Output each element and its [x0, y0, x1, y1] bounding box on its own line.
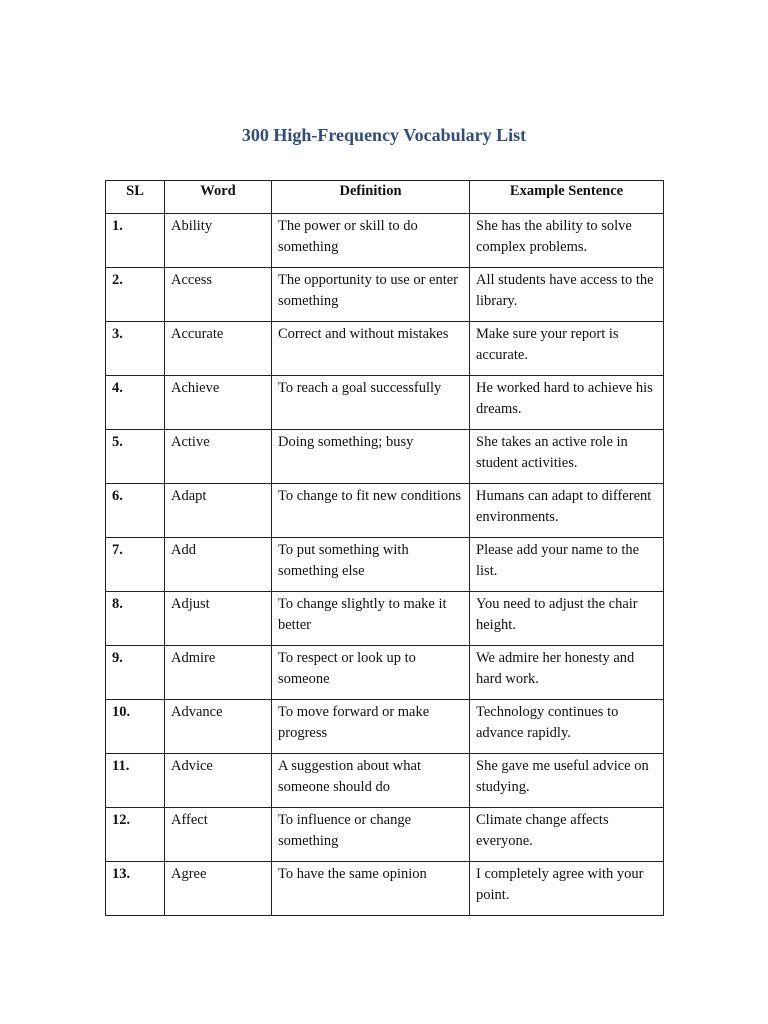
- table-row: [106, 376, 664, 430]
- row-example: We admire her honesty and hard work.: [470, 646, 664, 700]
- row-definition: The power or skill to do something: [272, 214, 470, 268]
- row-definition: To change slightly to make it better: [272, 592, 470, 646]
- row-definition: To respect or look up to someone: [272, 646, 470, 700]
- row-serial: 5.: [106, 430, 165, 484]
- row-word: Accurate: [165, 322, 272, 376]
- row-word: Advice: [165, 754, 272, 808]
- row-word: Add: [165, 538, 272, 592]
- table-row: [106, 268, 664, 322]
- vocabulary-table: [105, 180, 664, 916]
- table-row: [106, 808, 664, 862]
- table-row: [106, 862, 664, 916]
- row-definition: To put something with something else: [272, 538, 470, 592]
- table-row: [106, 430, 664, 484]
- row-serial: 9.: [106, 646, 165, 700]
- row-example: Make sure your report is accurate.: [470, 322, 664, 376]
- row-example: You need to adjust the chair height.: [470, 592, 664, 646]
- row-word: Access: [165, 268, 272, 322]
- header-word: Word: [165, 181, 272, 214]
- row-word: Adapt: [165, 484, 272, 538]
- table-header-row: [106, 181, 664, 214]
- row-definition: To change to fit new conditions: [272, 484, 470, 538]
- row-word: Affect: [165, 808, 272, 862]
- row-example: I completely agree with your point.: [470, 862, 664, 916]
- row-word: Agree: [165, 862, 272, 916]
- row-serial: 8.: [106, 592, 165, 646]
- row-example: She takes an active role in student activities.: [470, 430, 664, 484]
- row-definition: To influence or change something: [272, 808, 470, 862]
- row-serial: 7.: [106, 538, 165, 592]
- row-serial: 11.: [106, 754, 165, 808]
- row-example: She gave me useful advice on studying.: [470, 754, 664, 808]
- row-definition: To reach a goal successfully: [272, 376, 470, 430]
- row-serial: 2.: [106, 268, 165, 322]
- row-definition: To move forward or make progress: [272, 700, 470, 754]
- row-serial: 4.: [106, 376, 165, 430]
- row-serial: 1.: [106, 214, 165, 268]
- table-row: [106, 484, 664, 538]
- table-row: [106, 592, 664, 646]
- row-example: Humans can adapt to different environments.: [470, 484, 664, 538]
- table-row: [106, 754, 664, 808]
- row-serial: 3.: [106, 322, 165, 376]
- table-row: [106, 538, 664, 592]
- document-title: 300 High-Frequency Vocabulary List: [241, 125, 527, 145]
- row-serial: 12.: [106, 808, 165, 862]
- row-word: Achieve: [165, 376, 272, 430]
- row-word: Advance: [165, 700, 272, 754]
- row-word: Ability: [165, 214, 272, 268]
- table-row: [106, 700, 664, 754]
- row-example: She has the ability to solve complex problems.: [470, 214, 664, 268]
- row-serial: 13.: [106, 862, 165, 916]
- header-sl: SL: [106, 181, 165, 214]
- row-word: Admire: [165, 646, 272, 700]
- row-serial: 10.: [106, 700, 165, 754]
- row-word: Active: [165, 430, 272, 484]
- table-row: [106, 322, 664, 376]
- row-definition: A suggestion about what someone should do: [272, 754, 470, 808]
- table-body: [106, 214, 664, 916]
- header-definition: Definition: [272, 181, 470, 214]
- row-definition: Correct and without mistakes: [272, 322, 470, 376]
- row-example: Technology continues to advance rapidly.: [470, 700, 664, 754]
- row-definition: The opportunity to use or enter something: [272, 268, 470, 322]
- row-example: Climate change affects everyone.: [470, 808, 664, 862]
- row-example: All students have access to the library.: [470, 268, 664, 322]
- row-definition: Doing something; busy: [272, 430, 470, 484]
- row-word: Adjust: [165, 592, 272, 646]
- row-example: He worked hard to achieve his dreams.: [470, 376, 664, 430]
- table-row: [106, 646, 664, 700]
- row-serial: 6.: [106, 484, 165, 538]
- table-row: [106, 214, 664, 268]
- header-example-sentence: Example Sentence: [470, 181, 664, 214]
- row-example: Please add your name to the list.: [470, 538, 664, 592]
- row-definition: To have the same opinion: [272, 862, 470, 916]
